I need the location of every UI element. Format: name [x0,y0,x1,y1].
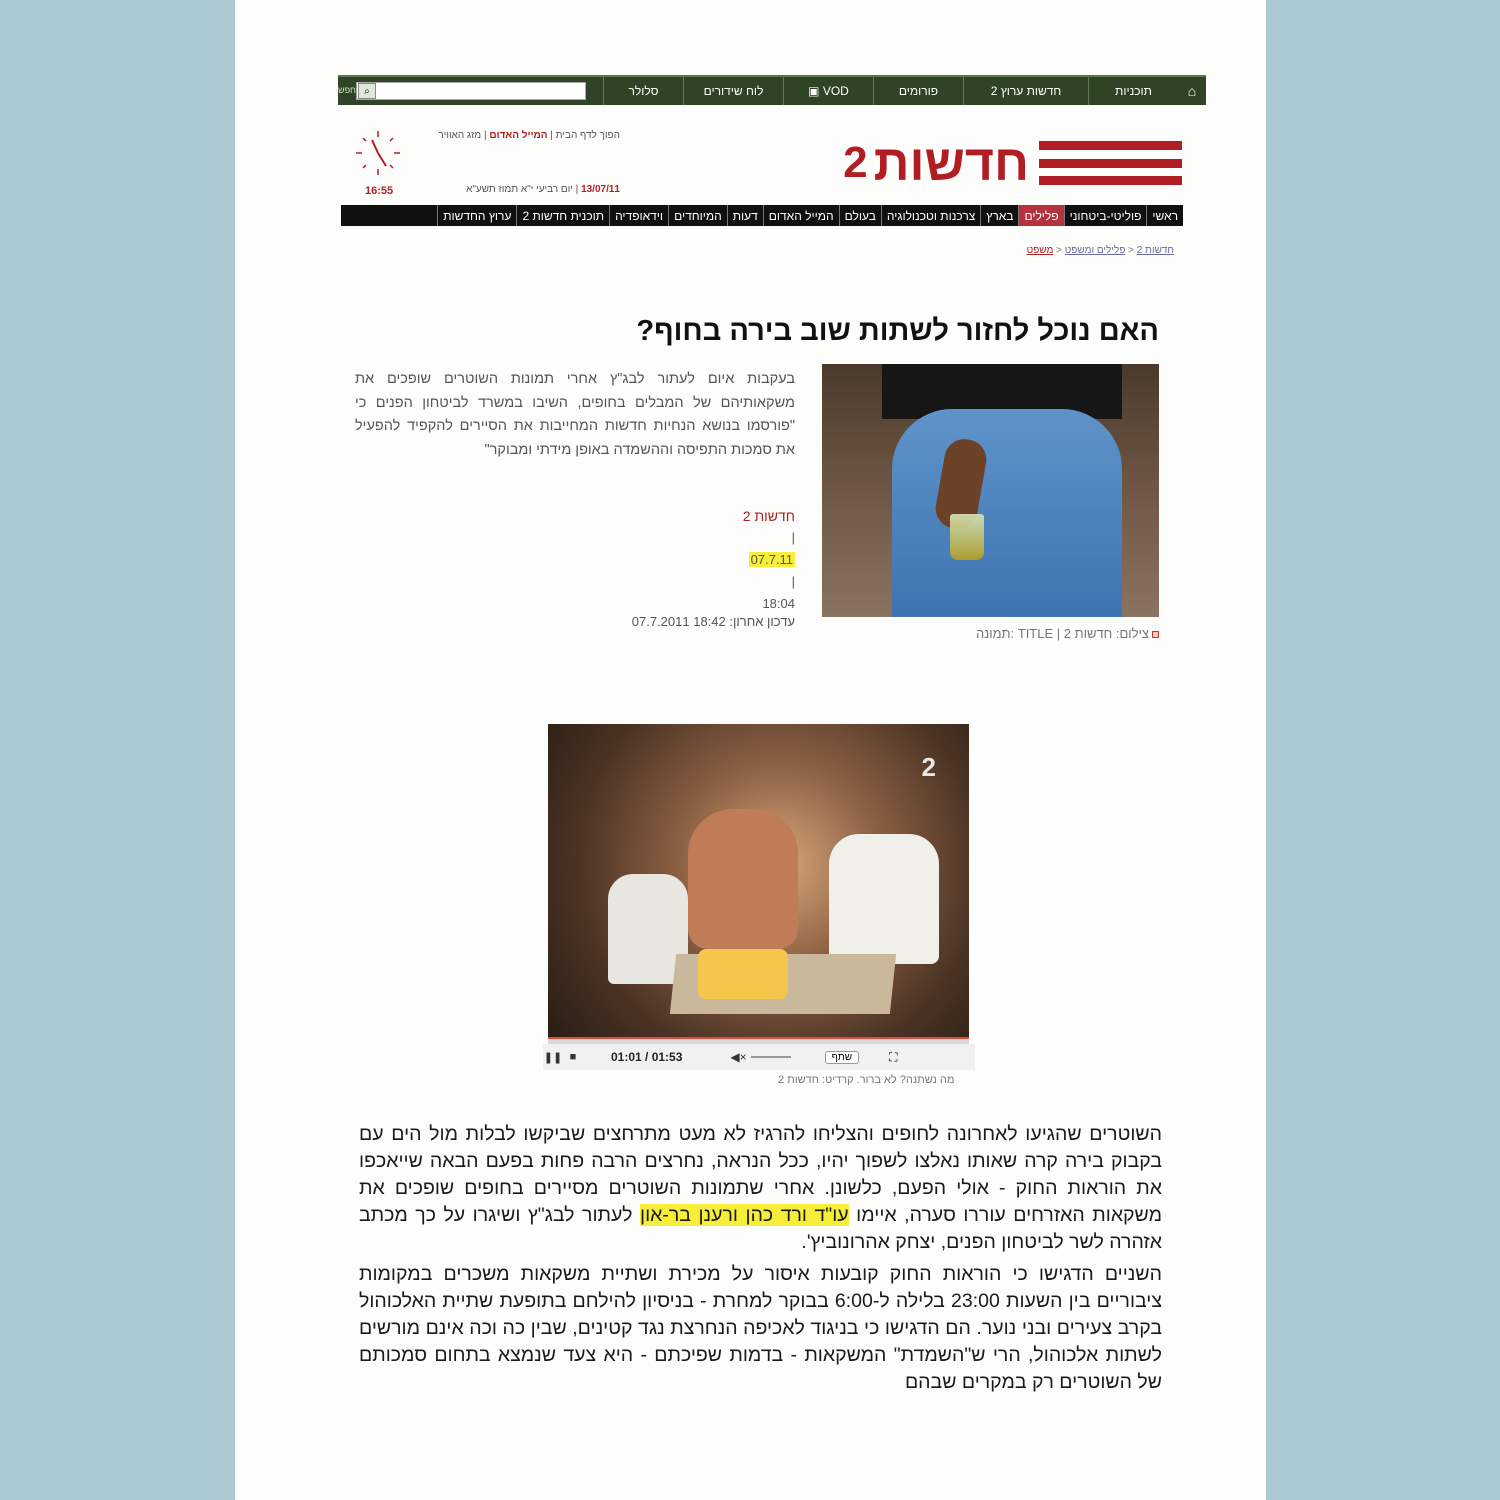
video-controls [543,1044,975,1070]
date-line: 13/07/11 | יום רביעי י"א תמוז תשע"א [466,184,620,195]
pause-icon[interactable]: ❚❚ [543,1051,563,1064]
breadcrumb-crime-law[interactable]: פלילים ומשפט [1064,245,1126,256]
nav-item-schedule[interactable]: לוח שידורים [683,77,783,105]
section-nav [341,205,1183,226]
section-crime[interactable]: פלילים [1018,205,1063,226]
search-icon[interactable]: ⌕ [358,83,376,99]
breadcrumb-law[interactable]: משפט [1026,245,1054,256]
section-world[interactable]: בעולם [839,205,881,226]
link-make-homepage[interactable]: הפוך לדף הבית [555,130,620,141]
fullscreen-icon[interactable]: ⛶ [889,1049,898,1064]
search-input[interactable] [356,82,586,100]
article-byline [625,505,795,629]
breadcrumb-news2[interactable]: חדשות 2 [1136,245,1174,256]
link-weather[interactable]: מזג האוויר [438,130,482,141]
nav-item-programs[interactable]: תוכניות [1088,77,1178,105]
clock-time: 16:55 [365,185,394,197]
section-israel[interactable]: בארץ [980,205,1018,226]
photo-caption-text: צילום: חדשות 2 | TITLE :תמונה [975,626,1149,641]
article-date: 07.7.11 [750,552,793,567]
hebrew-date: יום רביעי י"א תמוז תשע"א [466,184,573,195]
top-nav [338,75,1206,105]
beer-cup [950,514,984,560]
section-consumer-tech[interactable]: צרכנות וטכנולוגיה [881,205,980,226]
channel-watermark: 2 [921,752,936,782]
article-lede: בעקבות איום לעתור לבג"ץ אחרי תמונות השוטרים שופכים את משקאותיהם של המבלים בחופים, השיבו במשרד לביטחון הפנים כי "פורסמו בנושא הנחיות חדשות המחייבות את הסיירים להקפיד להפעיל את סמכות התפיסה וההשמדה באופן מידתי ומבוקר" [355,371,795,458]
nav-item-vod[interactable] [783,77,873,105]
search-label[interactable]: חפש [338,85,356,95]
article-time: 18:04 [762,596,795,611]
article-paragraph-1 [359,1121,1162,1256]
logo-stripes [1039,141,1182,185]
section-politics[interactable]: פוליטי-ביטחוני [1064,205,1147,226]
article-updated: עדכון אחרון: 18:42 07.7.2011 [631,614,795,629]
video-caption: מה נשתנה? לא ברור. קרדיט: חדשות 2 [778,1074,955,1086]
video-time: 01:01 / 01:53 [611,1050,683,1064]
gregorian-date: 13/07/11 [581,184,620,195]
section-home[interactable]: ראשי [1146,205,1183,226]
mute-icon[interactable]: ◀× [730,1050,747,1064]
paragraph-1-start: השוטרים שהגיעו לאחרונה לחופים והצליחו להרגיז לא מעט מתרחצים שביקשו לבלות מול הים עם בקבוק בירה קרה שאותו נאלצו לשפוך יהיו, ככל הנראה, נחרצים הרבה פחות בפעם הבאה שייאכפו את הוראות החוק - אולי הפעם, כלשונן. אחרי שתמונות השוטרים מסיירים בחופים שופכים את משקאות האזרחים עוררו סערה, איימו [359,1123,1163,1226]
video-player[interactable] [548,724,969,1037]
nav-item-channel2-news[interactable]: חדשות ערוץ 2 [963,77,1088,105]
video-icon: ▣ [808,84,820,98]
byline-separator: | [791,530,795,545]
utility-links: הפוך לדף הבית | המייל האדום | מזג האוויר [438,130,620,141]
photo-caption [976,626,1159,641]
link-red-mail[interactable]: המייל האדום [489,130,548,141]
stop-icon[interactable]: ■ [569,1051,577,1063]
logo-text: חדשות [873,135,1029,191]
volume-slider[interactable] [751,1056,791,1058]
scanned-page [235,0,1266,1500]
byline-separator-2: | [791,574,795,589]
video-progress-bar[interactable] [548,1037,969,1044]
section-videopedia[interactable]: וידאופדיה [609,205,668,226]
article-source[interactable]: חדשות 2 [742,508,795,524]
section-opinions[interactable]: דעות [727,205,763,226]
section-specials[interactable]: המיוחדים [668,205,727,226]
section-red-mail[interactable]: המייל האדום [763,205,839,226]
article-headline: האם נוכל לחזור לשתות שוב בירה בחוף? [636,315,1159,347]
highlighted-names: עו"ד ורד כהן ורענן בר-און [640,1204,849,1226]
logo-number: 2 [843,138,868,187]
home-icon[interactable]: ⌂ [1187,83,1197,99]
site-logo[interactable] [843,133,1182,193]
nav-item-forums[interactable]: פורומים [873,77,963,105]
section-news2-show[interactable]: תוכנית חדשות 2 [516,205,609,226]
article-paragraph-2: השניים הדגישו כי הוראות החוק קובעות איסור על מכירת ושתיית משקאות משכרים במקומות ציבוריים בין השעות 23:00 בלילה ל-6:00 בבוקר למחרת - בניסיון להילחם בתופעת שתיית האלכוהול בקרב צעירים ובני נוער. הם הדגישו כי בניגוד לאכיפה הנחרצת נגד קטינים, שבין כה וכה אינם מורשים לשתות אלכוהול, הרי ש"השמדת" המשקאות - בדמות שפיכתם - היא צעד שנמצא בתחום סמכותם של השוטרים רק במקרים שבהם [359,1263,1162,1393]
share-button[interactable]: שתף [825,1051,859,1064]
paragraph-1-end: לעתור לבג"ץ ושיגרו על כך מכתב אזהרה לשר לביטחון הפנים, יצחק אהרונוביץ'. [359,1204,1162,1253]
video-person [688,809,798,949]
section-news-channel[interactable]: ערוץ החדשות [437,205,516,226]
photo-credit-icon [1152,631,1159,638]
breadcrumb: חדשות 2 < פלילים ומשפט < משפט [1026,245,1174,256]
nav-item-vod-label: VOD [822,84,849,98]
article-photo [822,364,1159,617]
clock-icon [353,128,403,178]
nav-item-cellular[interactable]: סלולר [603,77,683,105]
